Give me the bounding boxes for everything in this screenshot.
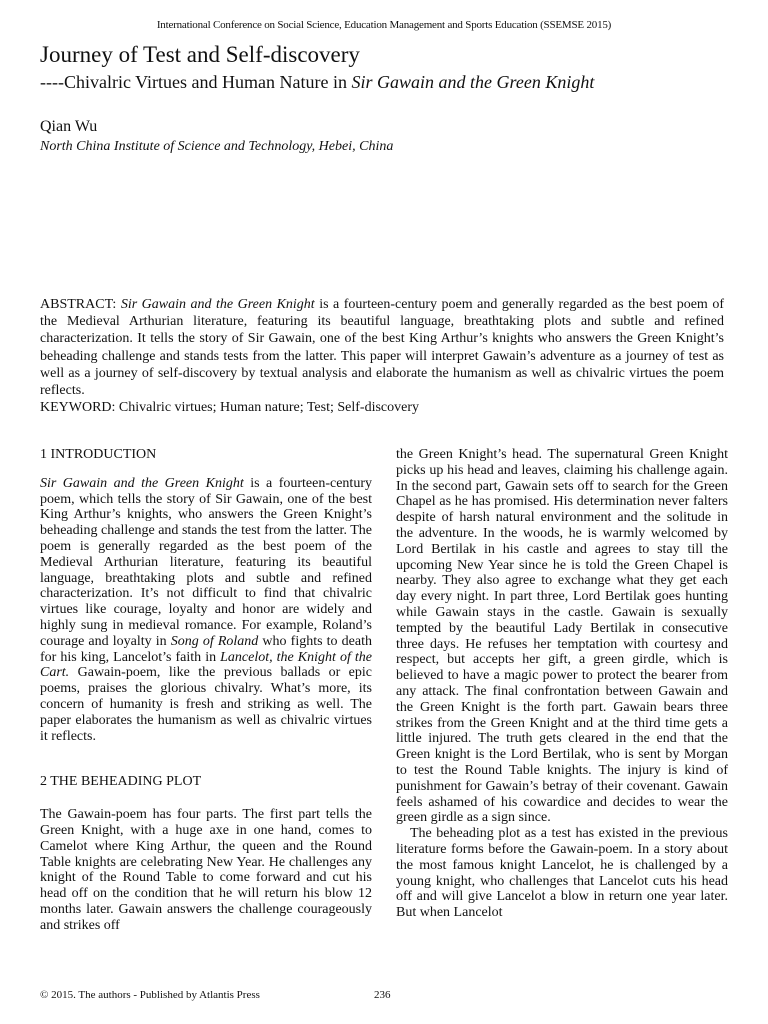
beheading-paragraph-1-cont: the Green Knight’s head. The supernatural Green Knight picks up his head and leaves, claiming his challenge again. In the second part, Gawain sets off to search for the Green Chapel as he has promised. His determination never falters despite of harsh natural environment and the solitude in the adventure. In the woods, he is warmly welcomed by Lord Bertilak in his castle and agrees to stay till the upcoming New Year since he is told the Green Chapel is nearby. They also agree to exchange what they get each day every night. In part three, Lord Bertilak goes hunting while Gawain stays in the castle. Gawain is sexually tempted by the beautiful Lady Bertilak in consecutive three days. He refuses her temptation with courtesy and respect, but accepts her gift, a green girdle, which is believed to have a magic power to protect the bearer from any attack. The final confrontation between Gawain and the Green Knight is the forth part. Gawain bears three strikes from the Green Knight and at the third time gets a little injured. The truth gets cleared in the end that the Green knight is the Lord Bertilak, who is sent by Morgan to test the Round Table knights. The injury is kind of punishment for Gawain’s betray of their covenant. Gawain feels ashamed of his cowardice and decides to wear the green girdle as a sign since. bbox=[396, 447, 728, 826]
section-heading-beheading: 2 THE BEHEADING PLOT bbox=[40, 774, 202, 790]
intro-lancelot-title: Lancelot, the Knight of the Cart. bbox=[40, 649, 372, 681]
left-column bbox=[40, 447, 372, 934]
author-affiliation: North China Institute of Science and Technology, Hebei, China bbox=[40, 139, 394, 154]
beheading-paragraph-2: The beheading plot as a test has existed in the previous literature forms before the Gawain-poem. In a story about the most famous knight Lancelot, he is challenged by a young knight, who challenges that Lancelot cuts his head off and will give Lancelot a blow in return one year later. But when Lancelot bbox=[396, 826, 728, 921]
author-name: Qian Wu bbox=[40, 118, 98, 135]
conference-header: International Conference on Social Science, Education Management and Sports Education (SSEMSE 2015) bbox=[156, 19, 612, 31]
intro-text-1: is a fourteen-century poem, which tells the story of Sir Gawain, one of the best King Arthur’s knights, who answers the Green Knight’s beheading challenge and stands the test from the latter. The poem is generally regarded as the best poem of the Medieval Arthurian literature, featuring its beautiful language, breathtaking plots and subtle and refined characterization. It’s not difficult to find that chivalric virtues like courage, loyalty and honor are widely and highly sung in medieval romance. For example, Roland’s courage and loyalty in bbox=[40, 475, 372, 649]
intro-song-of-roland: Song of Roland bbox=[170, 633, 259, 649]
page-number: 236 bbox=[374, 989, 391, 1001]
subtitle-work-title: Sir Gawain and the Green Knight bbox=[351, 72, 595, 92]
subtitle-prefix: ----Chivalric Virtues and Human Nature in bbox=[40, 72, 352, 92]
right-column bbox=[396, 447, 728, 921]
abstract-work-title: Sir Gawain and the Green Knight bbox=[120, 297, 315, 312]
intro-text-2: who fights to death for his king, Lancelot’s faith in bbox=[40, 633, 372, 665]
keywords: KEYWORD: Chivalric virtues; Human nature; Test; Self-discovery bbox=[40, 400, 420, 415]
paper-title: Journey of Test and Self-discovery bbox=[40, 42, 360, 67]
paper-subtitle bbox=[40, 72, 594, 93]
intro-text-3: Gawain-poem, like the previous ballads or epic poems, praises the glorious chivalry. What’s more, its concern of humanity is fresh and striking as well. The paper elaborates the humanism as well as chivalric virtues it reflects. bbox=[40, 665, 372, 744]
abstract-label: ABSTRACT: bbox=[40, 297, 121, 312]
intro-paragraph bbox=[40, 476, 372, 745]
footer-copyright: © 2015. The authors - Published by Atlantis Press bbox=[40, 989, 260, 1001]
abstract bbox=[40, 296, 724, 399]
intro-work-title: Sir Gawain and the Green Knight bbox=[40, 475, 244, 491]
section-heading-introduction: 1 INTRODUCTION bbox=[40, 447, 157, 462]
beheading-paragraph-1-start: The Gawain-poem has four parts. The first part tells the Green Knight, with a huge axe in one hand, comes to Camelot where King Arthur, the queen and the Round Table knights are celebrating New Year. He challenges any knight of the Round Table to come forward and cut his head off on the condition that he will return his blow 12 months later. Gawain answers the challenge courageously and strikes off bbox=[40, 807, 372, 933]
abstract-text: is a fourteen-century poem and generally regarded as the best poem of the Medieval Arthurian literature, featuring its beautiful language, breathtaking plots and subtle and refined characterization. It tells the story of Sir Gawain, one of the best King Arthur’s knights who answers the Green Knight’s beheading challenge and stands tests from the latter. This paper will interpret Gawain’s adventure as a journey of test as well as a journey of self-discovery by textual analysis and elaborate the humanism as well as chivalric virtues the poem reflects. bbox=[40, 297, 724, 399]
